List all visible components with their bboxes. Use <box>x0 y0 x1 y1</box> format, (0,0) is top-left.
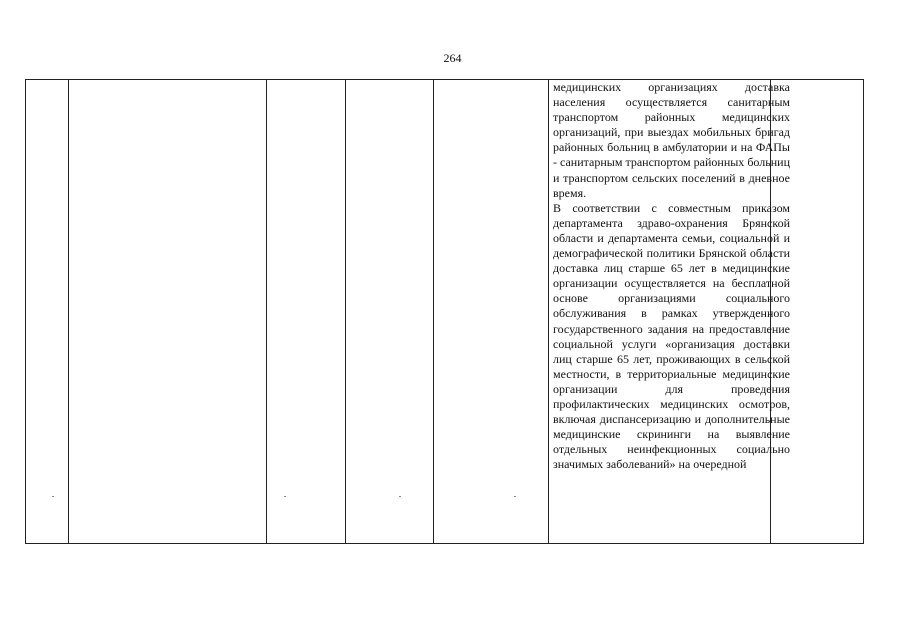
scan-speck <box>52 496 54 497</box>
column-divider <box>433 80 434 543</box>
column-divider <box>548 80 549 543</box>
paragraph-transport: медицинских организациях доставка населения осуществляется санитарным транспортом районных медицинских организаций, при выездах мобильных бригад районных больниц в амбулатории и на ФАПы - санитарным транспортом районных больниц и транспортом сельских поселений в дневное время. <box>553 80 790 200</box>
scan-speck <box>284 496 286 497</box>
document-table <box>25 79 864 544</box>
page-number: 264 <box>443 51 462 65</box>
measures-description-cell <box>553 80 790 543</box>
paragraph-order: В соответствии с совместным приказом департамента здраво-охранения Брянской области и департамента семьи, социальной и демографической политики Брянской области доставка лиц старше 65 лет в медицинские организации осуществляется на бесплатной основе организациями социального обслуживания в рамках утвержденного государственного задания на предоставление социальной услуги «организация доставки лиц старше 65 лет, проживающих в сельской местности, в территориальные медицинские организации для проведения профилактических медицинских осмотров, включая диспансеризацию и дополнительные медицинские скрининги на выявление отдельных неинфекционных социально значимых заболеваний» на очередной <box>553 200 790 472</box>
column-divider <box>266 80 267 543</box>
scan-speck <box>399 496 401 497</box>
scan-speck <box>514 496 516 497</box>
column-divider <box>345 80 346 543</box>
column-divider <box>68 80 69 543</box>
